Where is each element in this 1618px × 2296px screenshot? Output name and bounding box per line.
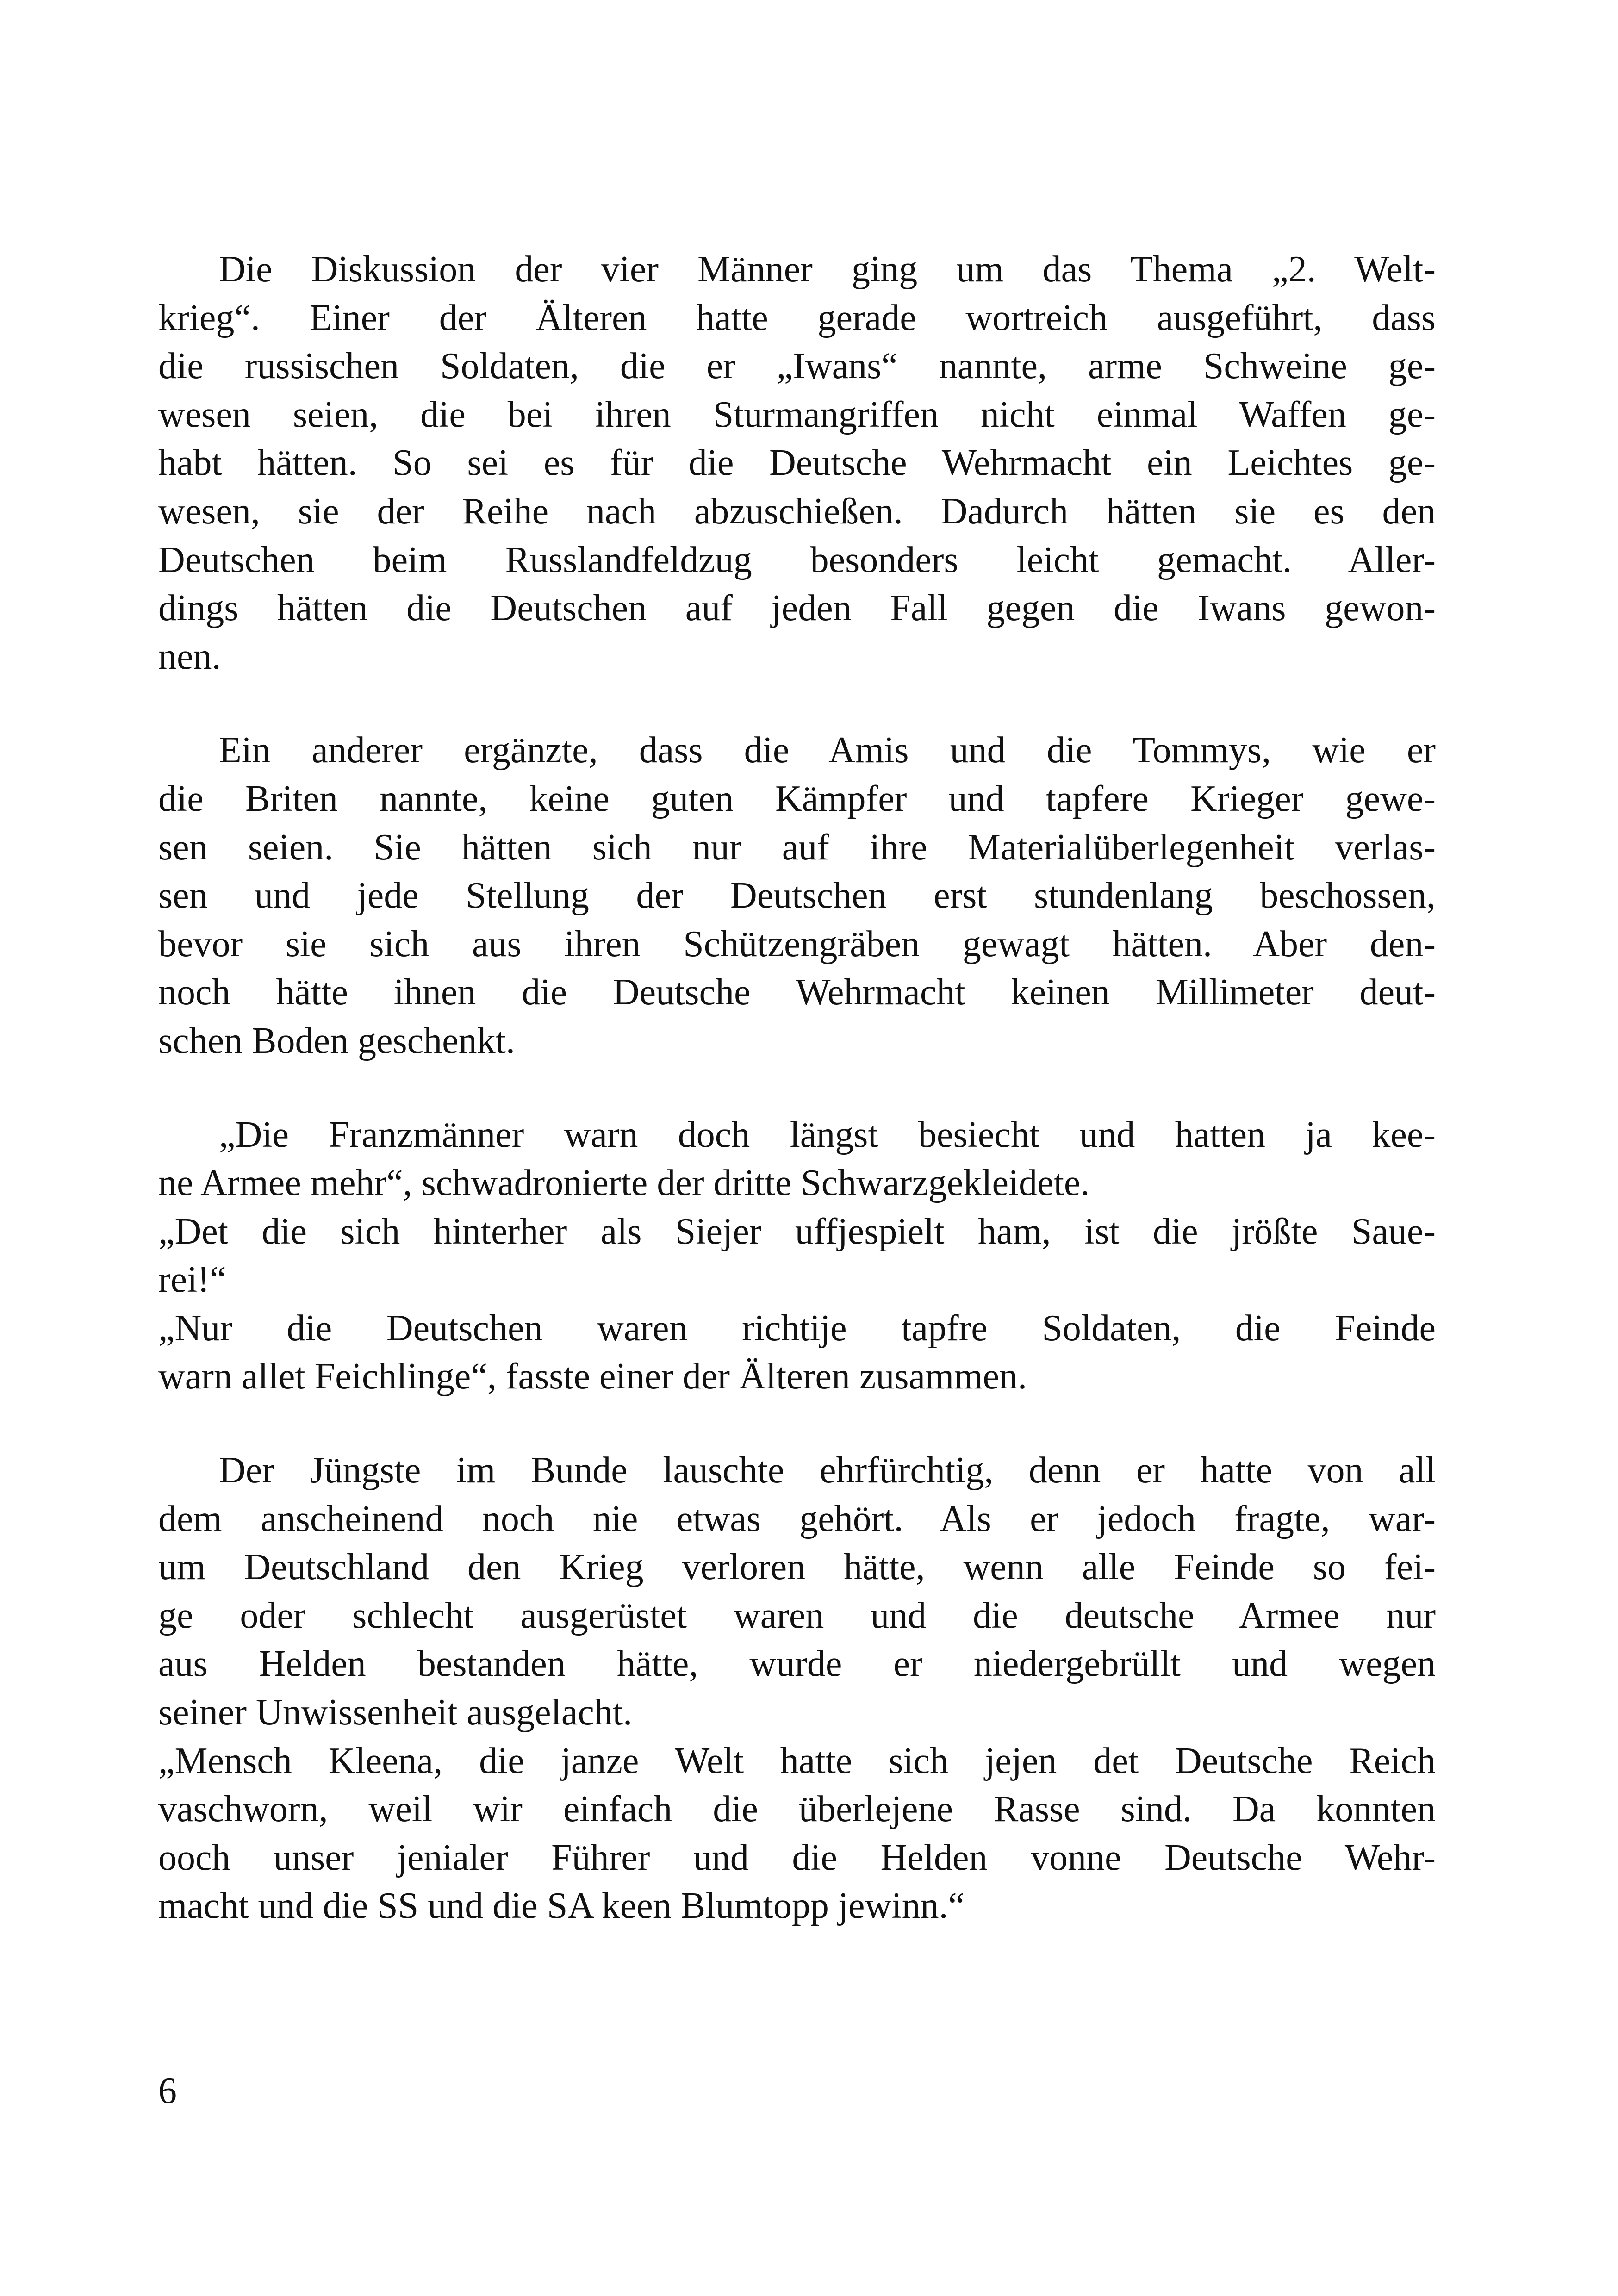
text-line: aus Helden bestanden hätte, wurde er niedergebrüllt und wegen [158, 1643, 1436, 1685]
text-line: Deutschen beim Russlandfeldzug besonders leicht gemacht. Aller- [158, 539, 1436, 580]
text-line: nen. [158, 636, 221, 677]
text-line: „Det die sich hinterher als Siejer uffjespielt ham, ist die jrößte Saue- [158, 1211, 1436, 1252]
text-line: wesen, sie der Reihe nach abzuschießen. Dadurch hätten sie es den [158, 491, 1436, 532]
text-line: wesen seien, die bei ihren Sturmangriffen nicht einmal Waffen ge- [158, 394, 1436, 435]
text-line: Ein anderer ergänzte, dass die Amis und die Tommys, wie er [219, 730, 1436, 771]
text-line: sen und jede Stellung der Deutschen erst stundenlang beschossen, [158, 875, 1436, 916]
text-line: „Mensch Kleena, die janze Welt hatte sich jejen det Deutsche Reich [158, 1740, 1436, 1781]
text-line: „Die Franzmänner warn doch längst besiecht und hatten ja kee- [219, 1114, 1436, 1155]
text-line: ne Armee mehr“, schwadronierte der dritte Schwarzgekleidete. [158, 1163, 1090, 1204]
paragraph [158, 245, 1436, 681]
text-line: Der Jüngste im Bunde lauschte ehrfürchtig, denn er hatte von all [219, 1450, 1436, 1491]
paragraph [158, 726, 1436, 1065]
text-line: warn allet Feichlinge“, fasste einer der Älteren zusammen. [158, 1356, 1027, 1397]
page-body [158, 245, 1436, 1976]
paragraph [158, 1111, 1436, 1401]
text-line: habt hätten. So sei es für die Deutsche Wehrmacht ein Leichtes ge- [158, 442, 1436, 484]
text-line: seiner Unwissenheit ausgelacht. [158, 1692, 633, 1733]
text-line: rei!“ [158, 1259, 226, 1300]
text-line: bevor sie sich aus ihren Schützengräben gewagt hätten. Aber den- [158, 923, 1436, 964]
text-line: die russischen Soldaten, die er „Iwans“ nannte, arme Schweine ge- [158, 346, 1436, 387]
text-line: „Nur die Deutschen waren richtije tapfre Soldaten, die Feinde [158, 1307, 1436, 1349]
text-line: um Deutschland den Krieg verloren hätte, wenn alle Feinde so fei- [158, 1547, 1436, 1588]
text-line: ooch unser jenialer Führer und die Helden vonne Deutsche Wehr- [158, 1837, 1436, 1878]
page-number: 6 [158, 2071, 177, 2111]
text-line: ge oder schlecht ausgerüstet waren und die deutsche Armee nur [158, 1595, 1436, 1636]
text-line: die Briten nannte, keine guten Kämpfer und tapfere Krieger gewe- [158, 778, 1436, 819]
text-line: Die Diskussion der vier Männer ging um das Thema „2. Welt- [219, 249, 1436, 290]
text-line: noch hätte ihnen die Deutsche Wehrmacht keinen Millimeter deut- [158, 972, 1436, 1013]
text-line: krieg“. Einer der Älteren hatte gerade wortreich ausgeführt, dass [158, 297, 1436, 338]
text-line: macht und die SS und die SA keen Blumtopp jewinn.“ [158, 1885, 965, 1927]
text-line: dem anscheinend noch nie etwas gehört. Als er jedoch fragte, war- [158, 1498, 1436, 1539]
text-line: sen seien. Sie hätten sich nur auf ihre Materialüberlegenheit verlas- [158, 827, 1436, 868]
text-line: schen Boden geschenkt. [158, 1020, 515, 1061]
text-line: dings hätten die Deutschen auf jeden Fall gegen die Iwans gewon- [158, 588, 1436, 629]
text-line: vaschworn, weil wir einfach die überlejene Rasse sind. Da konnten [158, 1789, 1436, 1830]
paragraph [158, 1446, 1436, 1930]
